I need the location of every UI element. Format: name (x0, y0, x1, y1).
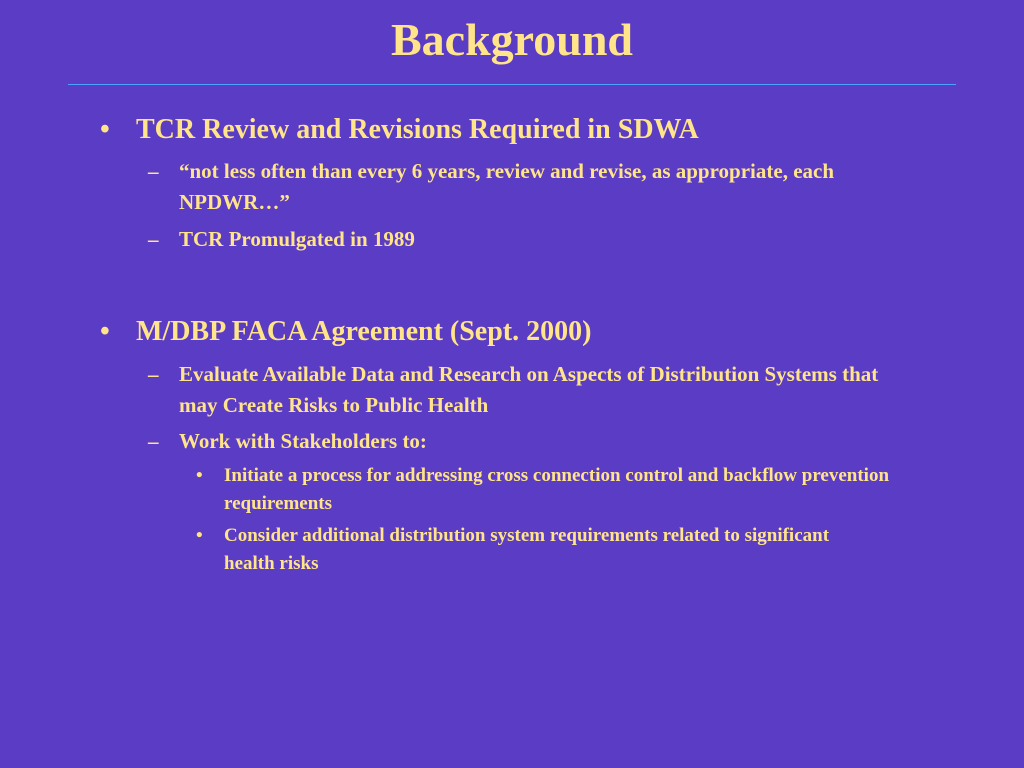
bullet-1-sub-1-text: “not less often than every 6 years, review and revise, as appropriate, each NPDWR…” (179, 159, 835, 214)
bullet-1-sub-2-text: TCR Promulgated in 1989 (179, 227, 415, 251)
bullet-2-sub-1-text: Evaluate Available Data and Research on Aspects of Distribution Systems that may Create Risks to Public Health (179, 362, 879, 417)
bullet-2-sub-2-item-2-text: Consider additional distribution system requirements related to significant health risks (224, 525, 830, 574)
bullet-2-sub-2-item-1-marker: • (196, 465, 203, 486)
bullet-1-marker: • (100, 114, 110, 145)
bullet-2-marker: • (100, 316, 110, 347)
bullet-2-text: M/DBP FACA Agreement (Sept. 2000) (136, 316, 592, 347)
bullet-2-sub-2-text: Work with Stakeholders to: (179, 429, 427, 453)
bullet-1-sub-1-marker: – (148, 159, 159, 183)
bullet-2-sub-1-marker: – (148, 362, 159, 386)
bullet-2-sub-2-item-2-marker: • (196, 525, 203, 546)
bullet-1-text: TCR Review and Revisions Required in SDWA (136, 114, 699, 145)
bullet-2-sub-2-marker: – (148, 429, 159, 453)
bullet-2-sub-2-item-1-text: Initiate a process for addressing cross connection control and backflow prevention requirements (224, 465, 890, 514)
title-divider (68, 84, 956, 85)
slide-title: Background (390, 14, 634, 65)
bullet-1-sub-2-marker: – (148, 227, 159, 251)
